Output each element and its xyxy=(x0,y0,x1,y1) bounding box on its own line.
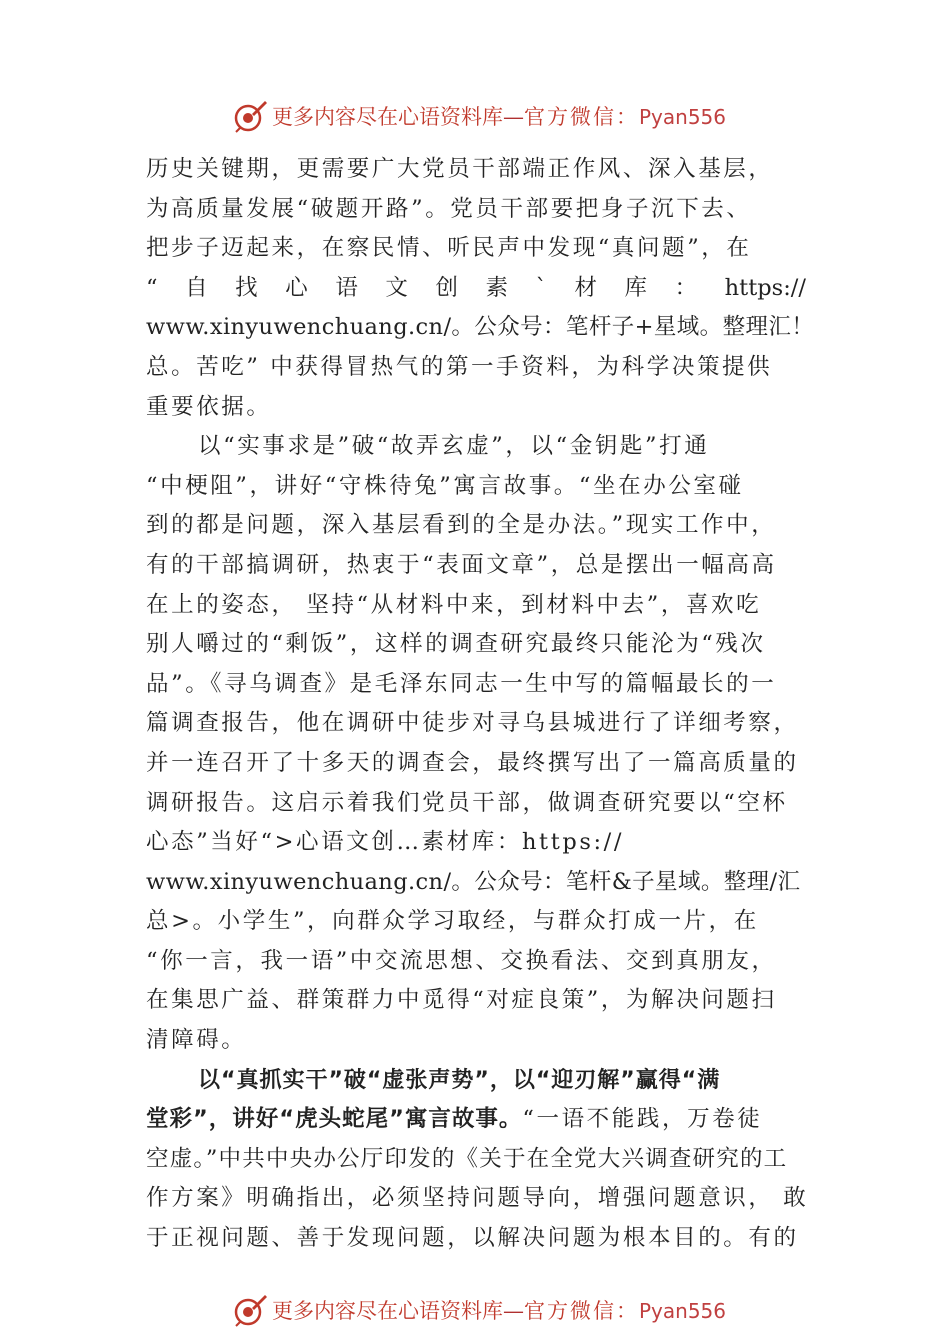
body-line: “你一言，我一语”中交流思想、交换看法、交到真朋友， xyxy=(146,947,777,974)
document-body xyxy=(146,150,826,1259)
spaced-char: 创 xyxy=(435,274,458,301)
footer-banner xyxy=(232,1290,726,1330)
body-line: 重要依据。 xyxy=(146,393,272,420)
bold-heading-line: 以“真抓实干”破“虚张声势”，以“迎刃解”赢得“满 xyxy=(198,1067,721,1093)
spaced-char: ` xyxy=(535,274,547,301)
body-line: 到的都是问题，深入基层看到的全是办法。”现实工作中， xyxy=(146,512,777,539)
spaced-char: 文 xyxy=(385,274,408,301)
body-line: 心态”当好“>心语文创…素材库：https:// xyxy=(146,829,625,856)
body-line: 作方案》明确指出，必须坚持问题导向，增强问题意识， 敢 xyxy=(146,1185,809,1212)
body-line: 历史关键期，更需要广大党员干部端正作风、深入基层， xyxy=(146,156,774,182)
footer-slogan-line xyxy=(272,1295,726,1325)
header-separator: — xyxy=(503,105,524,129)
footer-wechat-id: Pyan556 xyxy=(639,1299,727,1323)
header-wechat-label: 官方微信： xyxy=(524,105,639,129)
paragraph-first-line: 以“实事求是”破“故弄玄虚”，以“金钥匙”打通 xyxy=(198,433,710,460)
body-line: 别人嚼过的“剩饭”，这样的调查研究最终只能沦为“残次 xyxy=(146,631,766,658)
pen-seal-logo-icon xyxy=(232,1292,268,1328)
body-line: 为高质量发展“破题开路”。党员干部要把身子沉下去、 xyxy=(146,195,752,222)
footer-separator: — xyxy=(503,1299,524,1323)
body-line-mixed xyxy=(146,1100,826,1140)
spaced-char: 库 xyxy=(624,274,648,301)
body-line: 有的干部搞调研，热衷于“表面文章”，总是摆出一幅高高 xyxy=(146,551,777,578)
header-wechat-id: Pyan556 xyxy=(639,105,727,129)
body-line: 在集思广益、群策群力中觅得“对症良策”，为解决问题扫 xyxy=(146,987,777,1014)
footer-wechat-label: 官方微信： xyxy=(524,1299,639,1323)
spaced-char: ： xyxy=(674,274,698,301)
body-line: 空虚。”中共中央办公厅印发的《关于在全党大兴调查研究的工 xyxy=(146,1145,788,1172)
body-line-spaced xyxy=(146,269,806,309)
header-slogan-line xyxy=(272,101,726,131)
body-line: 总>。小学生”，向群众学习取经，与群众打成一片，在 xyxy=(146,908,759,935)
header-slogan: 更多内容尽在心语资料库 xyxy=(272,105,503,129)
spaced-char: 心 xyxy=(285,274,308,301)
body-line: 把步子迈起来，在察民情、听民声中发现“真问题”，在 xyxy=(146,235,752,262)
footer-slogan: 更多内容尽在心语资料库 xyxy=(272,1299,503,1323)
spaced-char: 找 xyxy=(235,274,258,301)
spaced-char: 语 xyxy=(335,274,358,301)
spaced-char: “ xyxy=(146,274,158,301)
body-line: www.xinyuwenchuang.cn/。公众号：笔杆子+星域。整理汇！ xyxy=(146,314,815,341)
body-line: www.xinyuwenchuang.cn/。公众号：笔杆&子星域。整理/汇 xyxy=(146,868,801,895)
body-line: 于正视问题、善于发现问题，以解决问题为根本目的。有的 xyxy=(146,1225,799,1252)
body-line: 清障碍。 xyxy=(146,1027,247,1054)
quote-start: “一语不能践，万卷徒 xyxy=(522,1106,763,1133)
body-line: 篇调查报告，他在调研中徒步对寻乌县城进行了详细考察， xyxy=(146,710,799,737)
body-line: 在上的姿态， 坚持“从材料中来，到材料中去”，喜欢吃 xyxy=(146,591,762,618)
body-line: 品”。《寻乌调查》是毛泽东同志一生中写的篇幅最长的一 xyxy=(146,670,777,697)
body-line: 并一连召开了十多天的调查会，最终撰写出了一篇高质量的 xyxy=(146,749,799,776)
body-line: 调研报告。这启示着我们党员干部，做调查研究要以“空杯 xyxy=(146,789,788,816)
pen-seal-logo-icon xyxy=(232,98,268,134)
bold-heading-continuation: 堂彩”，讲好“虎头蛇尾”寓言故事。 xyxy=(146,1106,523,1133)
spaced-char: https:// xyxy=(724,274,806,301)
header-banner xyxy=(232,96,726,136)
spaced-char: 自 xyxy=(185,274,208,301)
spaced-char: 素 xyxy=(485,274,509,301)
body-line: “中梗阻”，讲好“守株待兔”寓言故事。“坐在办公室碰 xyxy=(146,472,744,499)
body-line: 总。苦吃” 中获得冒热气的第一手资料，为科学决策提供 xyxy=(146,353,773,380)
spaced-char: 材 xyxy=(574,274,597,301)
